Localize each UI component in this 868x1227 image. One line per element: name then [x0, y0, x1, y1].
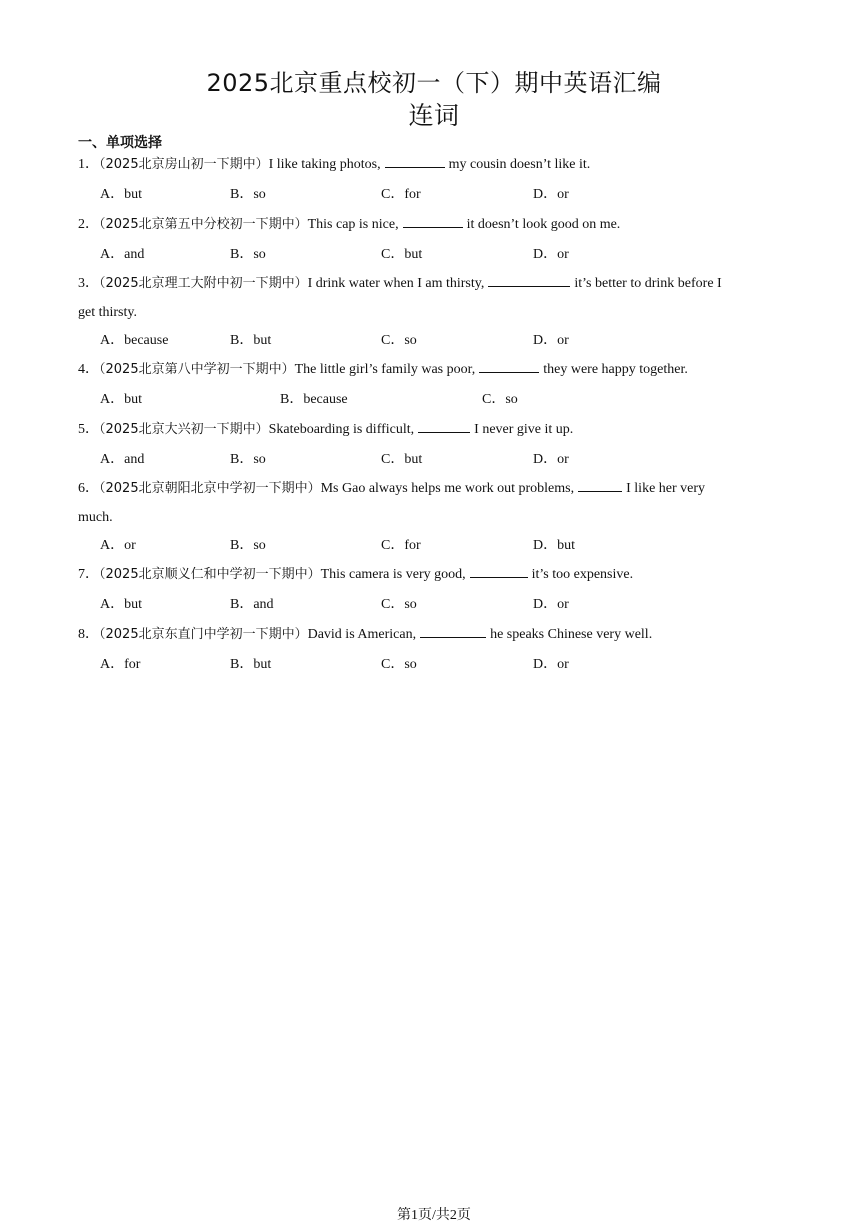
- answer-blank: [385, 152, 445, 168]
- question-4: [78, 355, 792, 384]
- options-row-5: [100, 445, 800, 474]
- option-b[interactable]: B．so: [230, 247, 266, 262]
- options-row-2: [100, 240, 800, 269]
- option-b[interactable]: B．but: [230, 333, 272, 348]
- options-row-6: [100, 531, 800, 560]
- question-stem-before: This camera is very good,: [320, 567, 466, 582]
- question-number: 2．: [78, 217, 99, 232]
- answer-blank: [470, 562, 528, 578]
- option-b[interactable]: B．so: [230, 538, 266, 553]
- option-a[interactable]: A．because: [100, 333, 169, 348]
- option-c[interactable]: C．so: [381, 657, 417, 672]
- option-c[interactable]: C．so: [381, 597, 417, 612]
- options-row-3: [100, 326, 800, 355]
- question-source: （2025北京第五中分校初一下期中）: [99, 217, 308, 232]
- question-number: 3．: [78, 276, 99, 291]
- question-number: 1．: [78, 157, 99, 172]
- question-source: （2025北京东直门中学初一下期中）: [99, 627, 308, 642]
- option-d[interactable]: D．or: [533, 247, 569, 262]
- option-a[interactable]: A．but: [100, 392, 142, 407]
- question-source: （2025北京第八中学初一下期中）: [99, 362, 295, 377]
- question-number: 4．: [78, 362, 99, 377]
- option-a[interactable]: A．or: [100, 538, 136, 553]
- question-source: （2025北京朝阳北京中学初一下期中）: [99, 481, 321, 496]
- document-title: 2025北京重点校初一（下）期中英语汇编: [206, 69, 662, 97]
- question-stem-before: Skateboarding is difficult,: [268, 422, 415, 437]
- option-c[interactable]: C．for: [381, 187, 421, 202]
- question-6-continuation: much.: [78, 510, 113, 525]
- question-source: （2025北京顺义仁和中学初一下期中）: [99, 567, 321, 582]
- option-b[interactable]: B．so: [230, 187, 266, 202]
- question-stem-after: he speaks Chinese very well.: [490, 627, 653, 642]
- answer-blank: [578, 476, 622, 492]
- question-8: [78, 620, 792, 649]
- question-7: [78, 560, 792, 589]
- answer-blank: [420, 622, 486, 638]
- answer-blank: [479, 357, 539, 373]
- option-a[interactable]: A．and: [100, 452, 145, 467]
- question-number: 5．: [78, 422, 99, 437]
- option-c[interactable]: C．but: [381, 247, 423, 262]
- question-source: （2025北京理工大附中初一下期中）: [99, 276, 308, 291]
- page-number: 第1页/共2页: [397, 1208, 471, 1223]
- option-b[interactable]: B．so: [230, 452, 266, 467]
- answer-blank: [418, 417, 470, 433]
- question-stem-before: Ms Gao always helps me work out problems,: [320, 481, 575, 496]
- option-d[interactable]: D．or: [533, 597, 569, 612]
- question-stem-after: they were happy together.: [543, 362, 688, 377]
- option-d[interactable]: D．or: [533, 333, 569, 348]
- options-row-8: [100, 650, 800, 679]
- question-stem-before: I like taking photos,: [268, 157, 381, 172]
- option-d[interactable]: D．or: [533, 187, 569, 202]
- option-a[interactable]: A．for: [100, 657, 141, 672]
- question-stem-before: David is American,: [307, 627, 417, 642]
- option-c[interactable]: C．so: [482, 392, 518, 407]
- question-number: 6．: [78, 481, 99, 496]
- option-b[interactable]: B．and: [230, 597, 274, 612]
- option-c[interactable]: C．but: [381, 452, 423, 467]
- option-a[interactable]: A．but: [100, 597, 142, 612]
- question-3-continuation: get thirsty.: [78, 305, 137, 320]
- option-a[interactable]: A．but: [100, 187, 142, 202]
- question-stem-after: it’s better to drink before I: [574, 276, 722, 291]
- options-row-7: [100, 590, 800, 619]
- options-row-1: [100, 180, 800, 209]
- section-heading: 一、单项选择: [78, 135, 162, 151]
- option-c[interactable]: C．so: [381, 333, 417, 348]
- option-d[interactable]: D．or: [533, 452, 569, 467]
- option-b[interactable]: B．because: [280, 392, 348, 407]
- question-2: [78, 210, 792, 239]
- question-source: （2025北京房山初一下期中）: [99, 157, 269, 172]
- question-stem-before: I drink water when I am thirsty,: [307, 276, 485, 291]
- option-b[interactable]: B．but: [230, 657, 272, 672]
- answer-blank: [488, 271, 570, 287]
- question-stem-after: it’s too expensive.: [531, 567, 634, 582]
- question-stem-after: I like her very: [626, 481, 706, 496]
- question-stem-after: it doesn’t look good on me.: [466, 217, 621, 232]
- question-stem-before: The little girl’s family was poor,: [294, 362, 476, 377]
- question-6: [78, 474, 792, 503]
- option-c[interactable]: C．for: [381, 538, 421, 553]
- question-stem-after: I never give it up.: [474, 422, 574, 437]
- question-source: （2025北京大兴初一下期中）: [99, 422, 269, 437]
- question-stem-before: This cap is nice,: [307, 217, 399, 232]
- option-a[interactable]: A．and: [100, 247, 145, 262]
- answer-blank: [403, 212, 463, 228]
- options-row-4: [100, 385, 800, 414]
- option-d[interactable]: D．but: [533, 538, 575, 553]
- question-stem-after: my cousin doesn’t like it.: [448, 157, 591, 172]
- question-1: [78, 150, 792, 179]
- option-d[interactable]: D．or: [533, 657, 569, 672]
- question-3: [78, 269, 792, 298]
- question-number: 7．: [78, 567, 99, 582]
- question-number: 8．: [78, 627, 99, 642]
- question-5: [78, 415, 792, 444]
- document-subtitle: 连词: [408, 101, 460, 130]
